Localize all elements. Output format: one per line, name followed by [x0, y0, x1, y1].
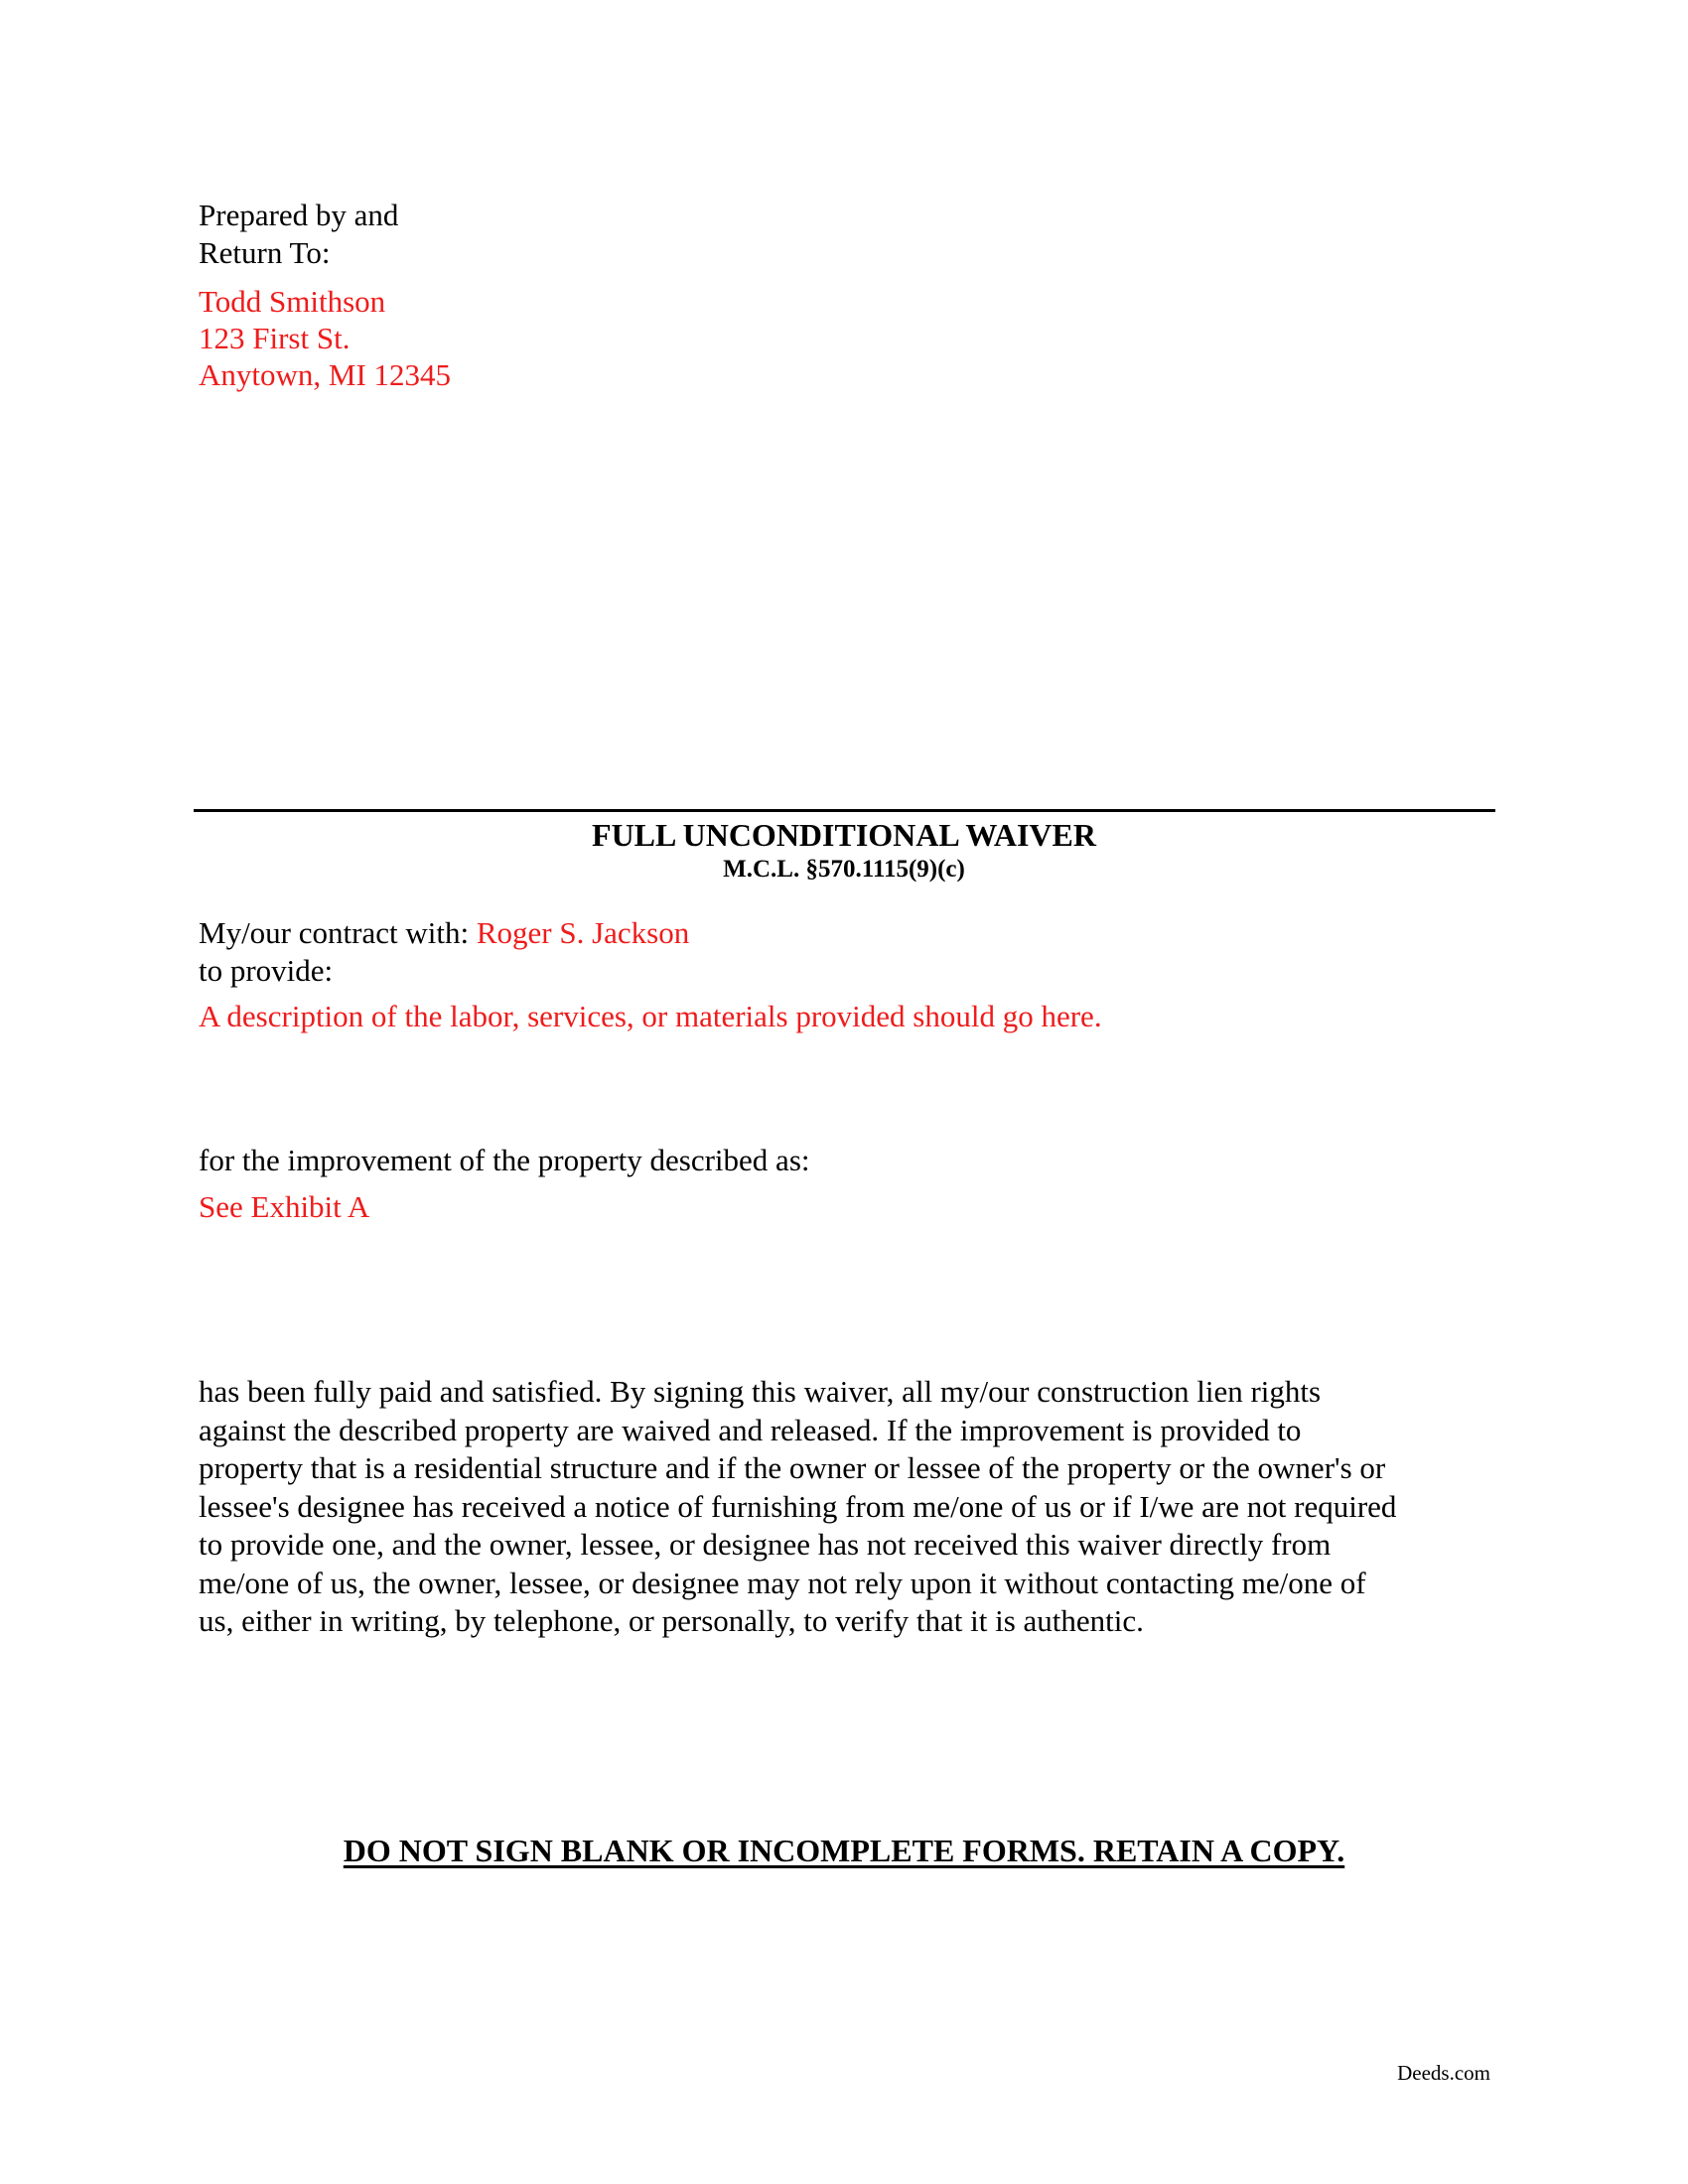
property-description: See Exhibit A [199, 1189, 370, 1224]
provide-description: A description of the labor, services, or materials provided should go here. [199, 999, 1102, 1033]
improvement-label: for the improvement of the property described as: [199, 1143, 810, 1177]
signing-warning: DO NOT SIGN BLANK OR INCOMPLETE FORMS. RETAIN A COPY. [343, 1833, 1345, 1868]
return-to-line: Return To: [199, 235, 331, 270]
contract-line [199, 914, 689, 952]
footer-brand: Deeds.com [1397, 2061, 1490, 2085]
preparer-city: Anytown, MI 12345 [199, 357, 452, 392]
preparer-street: 123 First St. [199, 321, 351, 355]
contract-party: Roger S. Jackson [476, 915, 690, 950]
waiver-line: has been fully paid and satisfied. By signing this waiver, all my/our construction lien rights [199, 1374, 1322, 1409]
document-title: FULL UNCONDITIONAL WAIVER [592, 817, 1096, 853]
waiver-line: property that is a residential structure and if the owner or lessee of the property or the owner's or [199, 1450, 1386, 1485]
provide-label: to provide: [199, 953, 334, 988]
waiver-paragraph [199, 1373, 1509, 1641]
prepared-by-block [199, 197, 398, 272]
waiver-line: against the described property are waived and released. If the improvement is provided to [199, 1412, 1302, 1447]
title-divider [194, 809, 1495, 812]
waiver-line: us, either in writing, by telephone, or personally, to verify that it is authentic. [199, 1603, 1144, 1638]
preparer-name: Todd Smithson [199, 284, 386, 319]
prepared-by-line: Prepared by and [199, 198, 399, 232]
waiver-line: lessee's designee has received a notice of furnishing from me/one of us or if I/we are not required [199, 1488, 1397, 1524]
contract-label: My/our contract with: [199, 915, 470, 950]
statute-reference: M.C.L. §570.1115(9)(c) [723, 856, 965, 883]
contract-block [199, 914, 689, 990]
waiver-line: me/one of us, the owner, lessee, or designee may not rely upon it without contacting me/one of [199, 1565, 1366, 1600]
waiver-line: to provide one, and the owner, lessee, or designee has not received this waiver directly from [199, 1527, 1332, 1562]
return-address-block [199, 283, 451, 393]
